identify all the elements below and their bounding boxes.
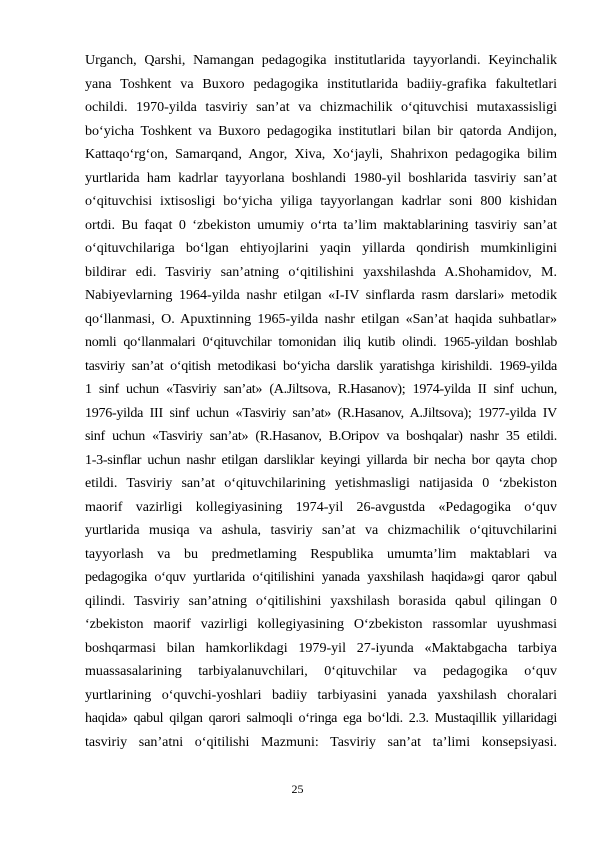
- text-line: 1 sinf uchun «Tasviriy san’at» (A.Jiltsova, R.Hasanov); 1974-yilda II sinf uchun,: [85, 381, 557, 397]
- text-line: etildi. Tasviriy san’at o‘qituvchilarining yetishmasligi natijasida 0 ‘zbekiston: [85, 475, 557, 491]
- text-line: ochildi. 1970-yilda tasviriy san’at va chizmachilik o‘qituvchisi mutaxassisligi: [85, 99, 557, 115]
- text-line: tasviriy san’atni o‘qitilishi Mazmuni: Tasviriy san’at ta’limi konsepsiyasi.: [85, 733, 557, 750]
- text-line: bildirar edi. Tasviriy san’atning o‘qitilishini yaxshilashda A.Shohamidov, M.: [85, 263, 557, 280]
- text-line: haqida» qabul qilgan qarori salmoqli o‘ringa ega bo‘ldi. 2.3. Mustaqillik yillaridagi: [85, 710, 557, 726]
- body-text: [85, 49, 557, 754]
- text-line: boshqarmasi bilan hamkorlikdagi 1979-yil 27-iyunda «Maktabgacha tarbiya: [85, 639, 557, 656]
- text-line: Urganch, Qarshi, Namangan pedagogika institutlarida tayyorlandi. Keyinchalik: [85, 52, 557, 68]
- text-line: yurtlarining o‘quvchi-yoshlari badiiy tarbiyasini yanada yaxshilash choralari: [85, 686, 557, 703]
- text-line: Nabiyevlarning 1964-yilda nashr etilgan «I-IV sinflarda rasm darslari» metodik: [85, 287, 557, 303]
- text-line: yana Toshkent va Buxoro pedagogika institutlarida badiiy-grafika fakultetlari: [85, 75, 557, 92]
- text-line: Kattaqo‘rg‘on, Samarqand, Angor, Xiva, Xo‘jayli, Shahrixon pedagogika bilim: [85, 146, 557, 162]
- text-line: 1-3-sinflar uchun nashr etilgan darsliklar keyingi yillarda bir necha bor qayta chop: [85, 451, 557, 468]
- text-line: ortdi. Bu faqat 0 ‘zbekiston umumiy o‘rta ta’lim maktablarining tasviriy san’at: [85, 216, 557, 233]
- text-line: ‘zbekiston maorif vazirligi kollegiyasining O‘zbekiston rassomlar uyushmasi: [85, 616, 557, 632]
- text-line: yurtlarida musiqa va ashula, tasviriy san’at va chizmachilik o‘qituvchilarini: [85, 522, 557, 538]
- text-line: qilindi. Tasviriy san’atning o‘qitilishini yaxshilash borasida qabul qilingan 0: [85, 592, 557, 609]
- text-line: bo‘yicha Toshkent va Buxoro pedagogika institutlari bilan bir qatorda Andijon,: [85, 122, 557, 139]
- text-line: nomli qo‘llanmalari 0‘qituvchilar tomonidan iliq kutib olindi. 1965-yildan boshlab: [85, 334, 557, 350]
- text-line: 1976-yilda III sinf uchun «Tasviriy san’at» (R.Hasanov, A.Jiltsova); 1977-yilda IV: [85, 404, 557, 421]
- text-line: sinf uchun «Tasviriy san’at» (R.Hasanov, B.Oripov va boshqalar) nashr 35 etildi.: [85, 428, 557, 444]
- text-line: o‘qituvchisi ixtisosligi bo‘yicha yiliga tayyorlangan kadrlar soni 800 kishidan: [85, 193, 557, 209]
- text-line: muassasalarining tarbiyalanuvchilari, 0‘qituvchilar va pedagogika o‘quv: [85, 663, 557, 679]
- text-line: maorif vazirligi kollegiyasining 1974-yil 26-avgustda «Pedagogika o‘quv: [85, 498, 557, 515]
- text-line: pedagogika o‘quv yurtlarida o‘qitilishini yanada yaxshilash haqida»gi qaror qabul: [85, 569, 557, 585]
- text-line: o‘qituvchilariga bo‘lgan ehtiyojlarini yaqin yillarda qondirish mumkinligini: [85, 240, 557, 256]
- text-line: yurtlarida ham kadrlar tayyorlana boshlandi 1980-yil boshlarida tasviriy san’at: [85, 169, 557, 186]
- page-number: 25: [291, 782, 304, 796]
- text-line: tayyorlash va bu predmetlaming Respublika umumta’lim maktablari va: [85, 545, 557, 562]
- text-line: qo‘llanmasi, O. Apuxtinning 1965-yilda nashr etilgan «San’at haqida suhbatlar»: [85, 310, 557, 327]
- text-line: tasviriy san’at o‘qitish metodikasi bo‘yicha darslik yaratishga kirishildi. 1969-yilda: [85, 357, 557, 374]
